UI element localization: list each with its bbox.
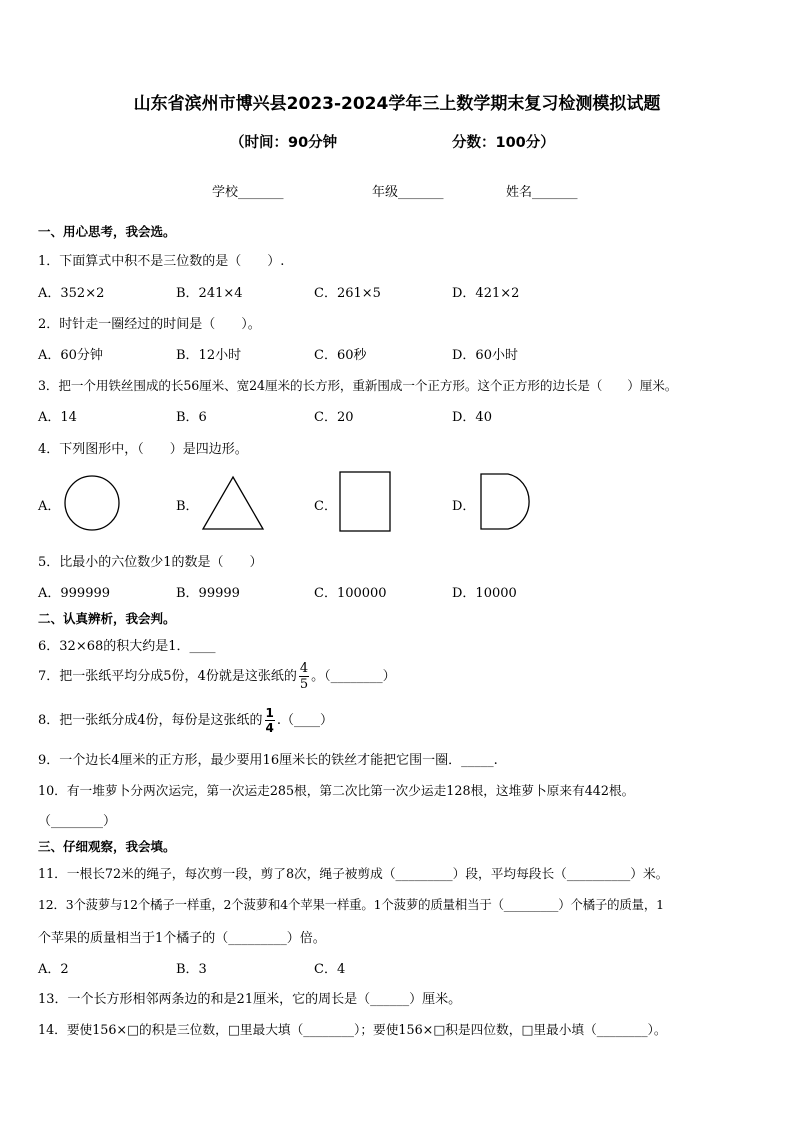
q12-option-c[interactable]: C．4: [314, 962, 346, 977]
exam-time: （时间：90分钟: [230, 135, 338, 151]
question-6: 6．32×68的积大约是1．____: [38, 639, 216, 654]
school-field[interactable]: 学校_______: [212, 185, 284, 200]
fraction-denominator: 4: [265, 721, 274, 735]
question-8: [38, 707, 333, 734]
question-7: [38, 662, 396, 691]
q7-text: 7．把一张纸平均分成5份，4份就是这张纸的: [38, 669, 297, 684]
section-heading-3: 三、仔细观察，我会填。: [38, 839, 176, 854]
q4-option-c[interactable]: C．: [314, 499, 337, 514]
q1-option-c[interactable]: C．261×5: [314, 286, 381, 301]
grade-field[interactable]: 年级_______: [372, 185, 444, 200]
q12-option-a[interactable]: A．2: [38, 962, 69, 977]
question-11: 11．一根长72米的绳子，每次剪一段，剪了8次，绳子被剪成（_________）段，平均每段长（__________）米。: [38, 866, 669, 881]
q1-option-d[interactable]: D．421×2: [452, 286, 520, 301]
q2-option-d[interactable]: D．60小时: [452, 348, 518, 363]
d-shape: [478, 471, 538, 533]
section-heading-1: 一、用心思考，我会选。: [38, 224, 176, 239]
fraction-numerator: 4: [299, 661, 309, 676]
q5-option-b[interactable]: B．99999: [176, 586, 240, 601]
question-14: 14．要使156×□的积是三位数，□里最大填（________）；要使156×□积是四位数，□里最小填（________）。: [38, 1022, 667, 1037]
name-field[interactable]: 姓名_______: [506, 185, 578, 200]
question-12-cont: 个苹果的质量相当于1个橘子的（_________）倍。: [38, 931, 326, 946]
fraction-denominator: 5: [299, 677, 309, 692]
q2-option-b[interactable]: B．12小时: [176, 348, 242, 363]
question-2: 2．时针走一圈经过的时间是（ ）。: [38, 317, 261, 332]
q3-option-d[interactable]: D．40: [452, 410, 492, 425]
triangle-shape: [200, 474, 266, 532]
q12-option-b[interactable]: B．3: [176, 962, 207, 977]
q10-answer-blank[interactable]: （________）: [38, 814, 117, 829]
q8-answer-blank[interactable]: .（____）: [276, 713, 334, 728]
q5-option-c[interactable]: C．100000: [314, 586, 387, 601]
q1-option-b[interactable]: B．241×4: [176, 286, 243, 301]
section-heading-2: 二、认真辨析，我会判。: [38, 611, 176, 626]
q7-answer-blank[interactable]: 。（________）: [311, 669, 396, 684]
question-4: 4．下列图形中，（ ）是四边形。: [38, 442, 248, 457]
question-1: 1．下面算式中积不是三位数的是（ ）.: [38, 254, 285, 269]
q3-option-b[interactable]: B．6: [176, 410, 207, 425]
q4-option-a[interactable]: A．: [38, 499, 61, 514]
q8-text: 8．把一张纸分成4份，每份是这张纸的: [38, 713, 263, 728]
q1-option-a[interactable]: A．352×2: [38, 286, 105, 301]
q5-option-d[interactable]: D．10000: [452, 586, 517, 601]
question-12: 12．3个菠萝与12个橘子一样重，2个菠萝和4个苹果一样重。1个菠萝的质量相当于（_________）个橘子的质量，1: [38, 897, 664, 912]
page-title: 山东省滨州市博兴县2023-2024学年三上数学期末复习检测模拟试题: [133, 94, 661, 114]
question-13: 13．一个长方形相邻两条边的和是21厘米，它的周长是（______）厘米。: [38, 992, 462, 1007]
question-10: 10．有一堆萝卜分两次运完，第一次运走285根，第二次比第一次少运走128根，这堆萝卜原来有442根。: [38, 783, 635, 798]
q5-option-a[interactable]: A．999999: [38, 586, 111, 601]
circle-shape: [62, 474, 122, 534]
q4-option-b[interactable]: B．: [176, 499, 199, 514]
question-3: 3．把一个用铁丝围成的长56厘米、宽24厘米的长方形，重新围成一个正方形。这个正方形的边长是（ ）厘米。: [38, 378, 678, 393]
question-9: 9．一个边长4厘米的正方形，最少要用16厘米长的铁丝才能把它围一圈．_____.: [38, 753, 498, 768]
fraction-one-quarter: [265, 707, 275, 734]
q2-option-c[interactable]: C．60秒: [314, 348, 367, 363]
q4-option-d[interactable]: D．: [452, 499, 476, 514]
rectangle-shape: [338, 470, 394, 534]
q2-option-a[interactable]: A．60分钟: [38, 348, 103, 363]
exam-score: 分数：100分）: [452, 135, 555, 151]
question-5: 5．比最小的六位数少1的数是（ ）: [38, 555, 263, 570]
q3-option-c[interactable]: C．20: [314, 410, 354, 425]
fraction-numerator: 1: [265, 706, 274, 720]
fraction-four-fifths: [299, 662, 309, 691]
q3-option-a[interactable]: A．14: [38, 410, 77, 425]
